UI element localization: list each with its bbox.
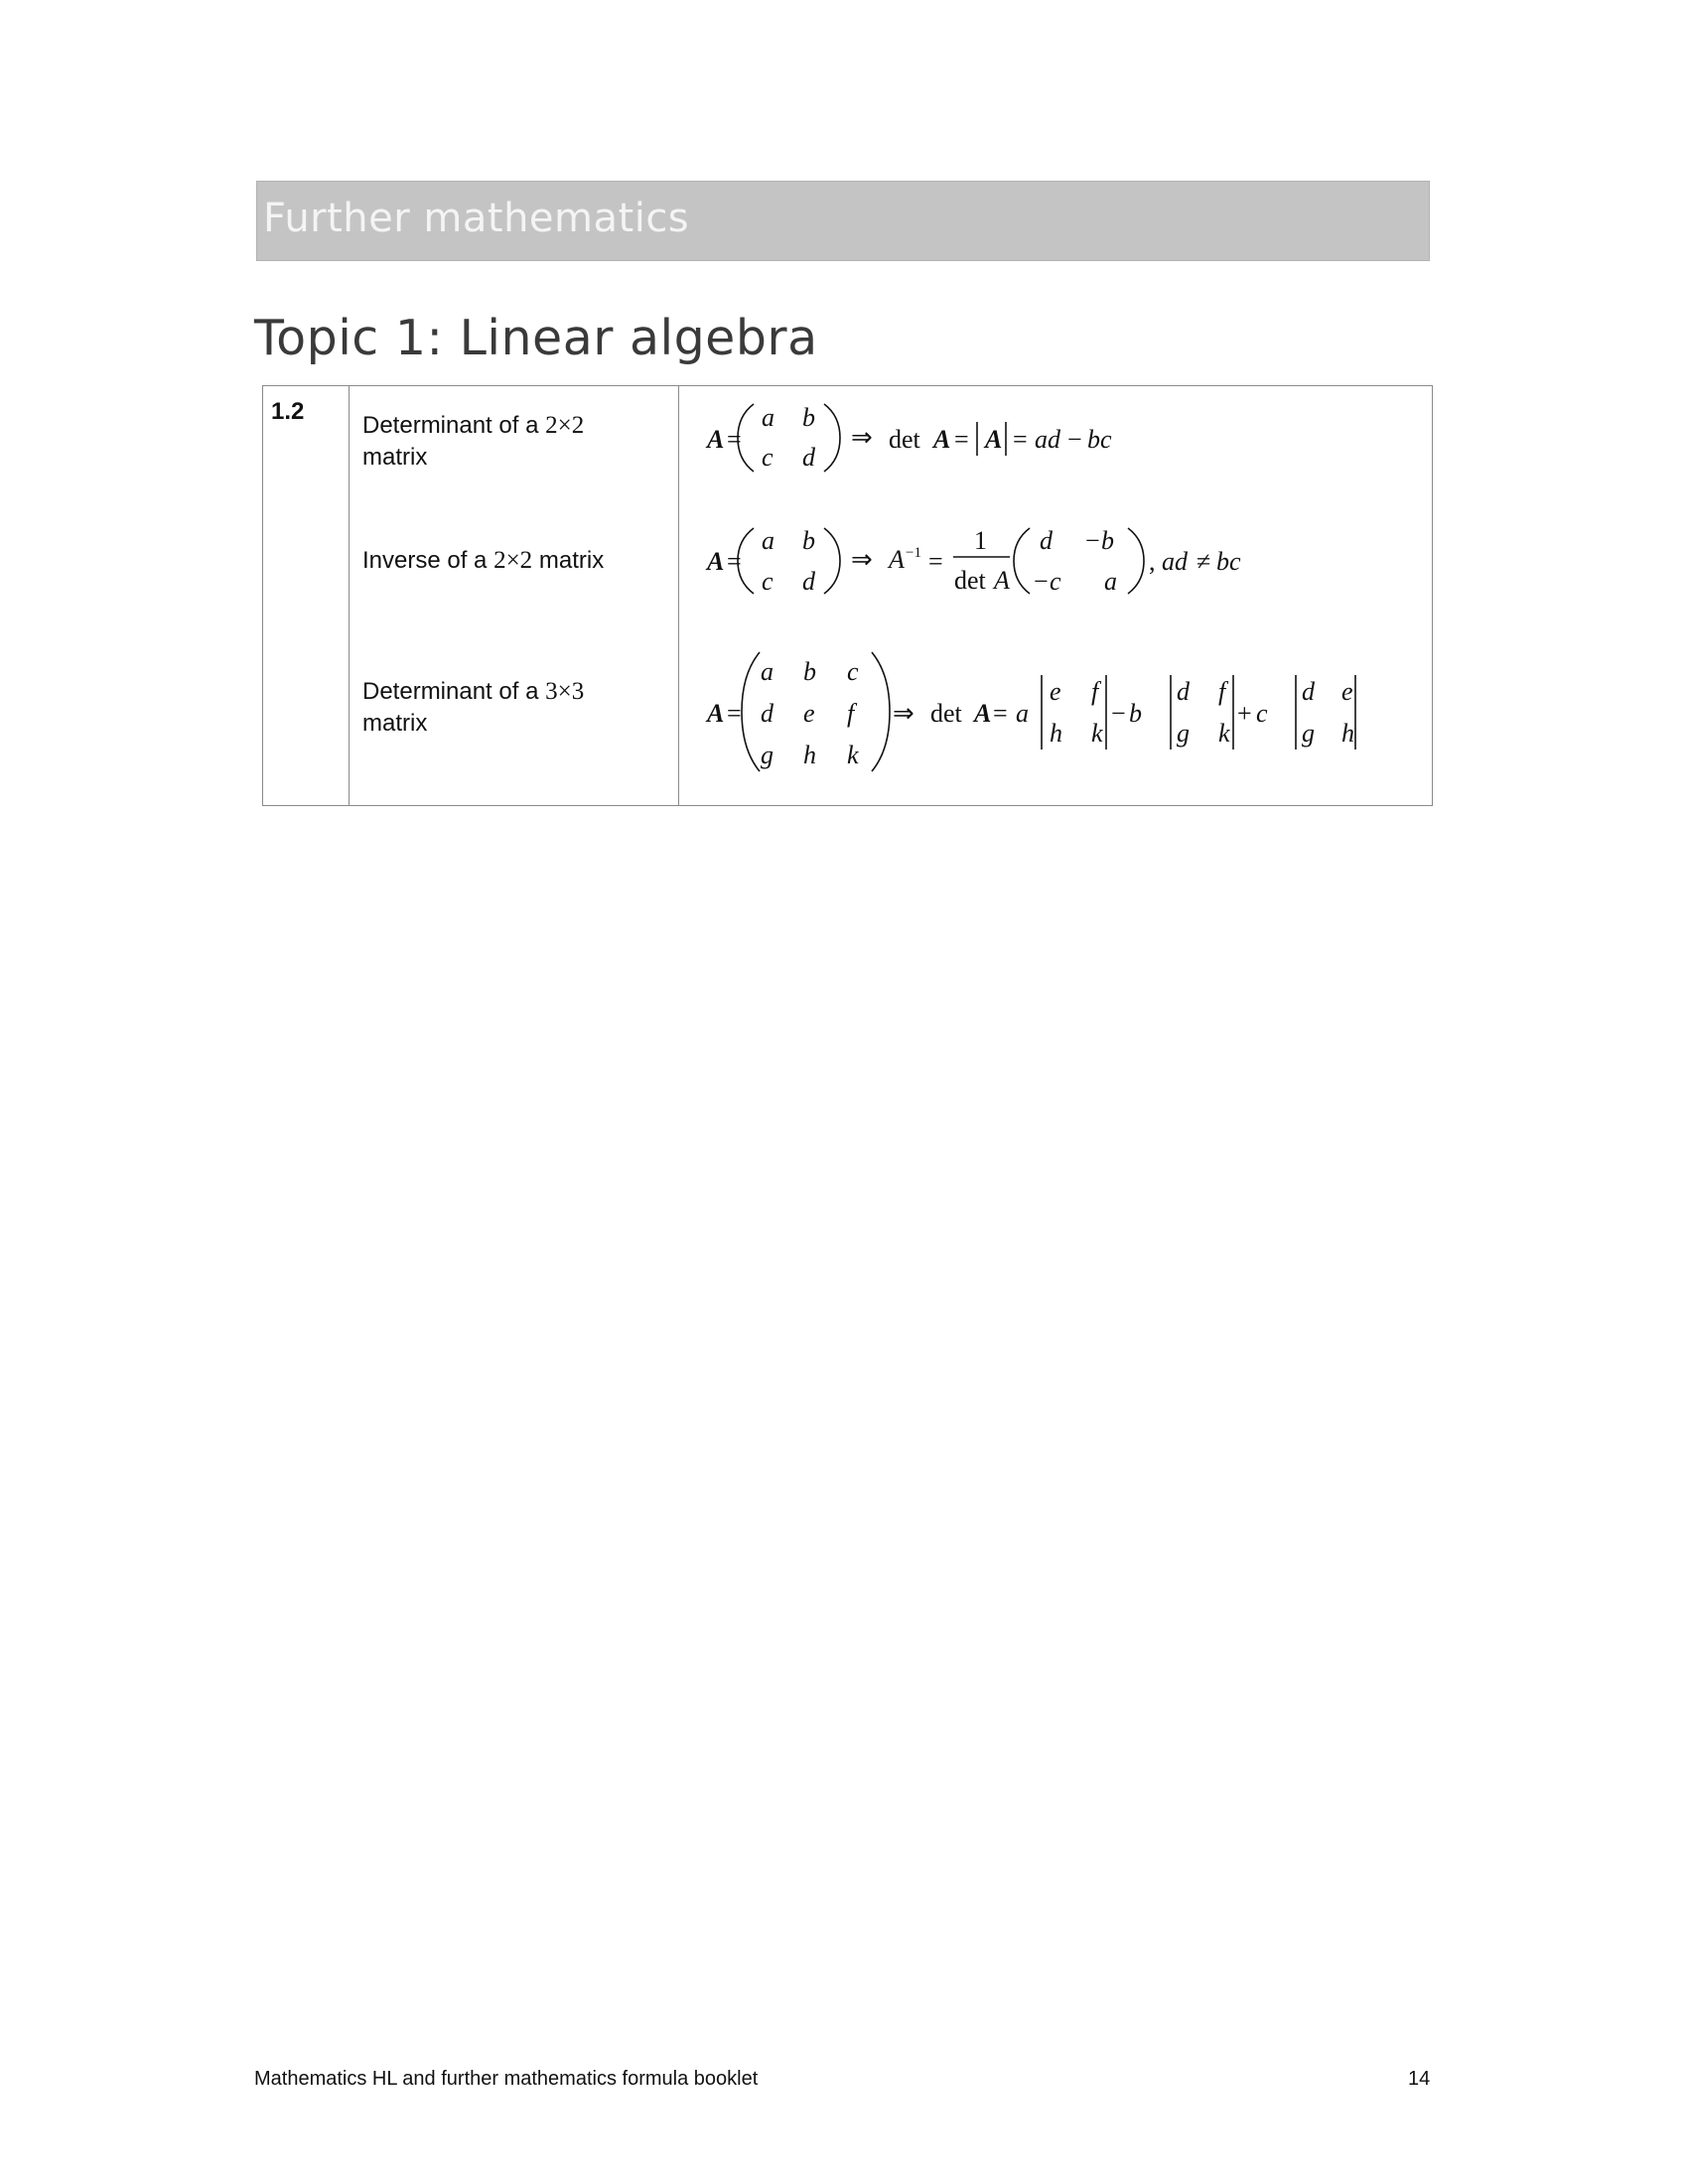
svg-text:c: c bbox=[1050, 567, 1061, 596]
svg-text:−1: −1 bbox=[906, 545, 921, 561]
svg-text:b: b bbox=[802, 403, 815, 432]
svg-text:det: det bbox=[930, 699, 962, 728]
svg-text:b: b bbox=[1129, 699, 1142, 728]
svg-text:a: a bbox=[761, 657, 774, 686]
svg-text:e: e bbox=[1050, 677, 1061, 706]
svg-text:⇒: ⇒ bbox=[851, 545, 873, 574]
svg-text:b: b bbox=[1101, 526, 1114, 555]
svg-text:k: k bbox=[847, 741, 859, 769]
svg-text:bc: bc bbox=[1087, 425, 1112, 454]
svg-text:A: A bbox=[707, 547, 725, 576]
svg-text:d: d bbox=[802, 443, 815, 472]
section-banner bbox=[256, 181, 1430, 261]
svg-text:bc: bc bbox=[1216, 547, 1241, 576]
label-math: 2×2 bbox=[545, 412, 585, 439]
svg-text:g: g bbox=[761, 741, 774, 769]
svg-text:d: d bbox=[1040, 526, 1053, 555]
svg-text:≠: ≠ bbox=[1196, 547, 1211, 576]
svg-text:c: c bbox=[762, 567, 774, 596]
svg-text:−: − bbox=[1085, 526, 1100, 555]
svg-text:d: d bbox=[802, 567, 815, 596]
svg-text:a: a bbox=[1016, 699, 1029, 728]
svg-text:g: g bbox=[1177, 719, 1190, 748]
svg-text:f: f bbox=[1218, 677, 1226, 706]
svg-text:A: A bbox=[974, 699, 992, 728]
svg-text:b: b bbox=[803, 657, 816, 686]
svg-text:=: = bbox=[727, 425, 742, 454]
svg-text:det: det bbox=[954, 566, 986, 595]
footer-booklet-title: Mathematics HL and further mathematics formula booklet bbox=[254, 2068, 759, 2090]
svg-text:,: , bbox=[1149, 547, 1156, 576]
svg-text:k: k bbox=[1218, 719, 1230, 748]
svg-text:e: e bbox=[1341, 677, 1353, 706]
svg-text:f: f bbox=[1091, 677, 1099, 706]
banner-title: Further mathematics bbox=[263, 196, 690, 241]
label-suffix: matrix bbox=[362, 444, 428, 471]
svg-text:h: h bbox=[1341, 719, 1354, 748]
formula-graphics bbox=[263, 386, 1434, 807]
svg-text:=: = bbox=[727, 547, 742, 576]
svg-text:ad: ad bbox=[1035, 425, 1060, 454]
svg-text:⇒: ⇒ bbox=[851, 423, 873, 452]
page-number: 14 bbox=[1408, 2068, 1431, 2090]
label-prefix: Determinant of a bbox=[362, 678, 539, 705]
label-math: 3×3 bbox=[545, 678, 585, 705]
svg-text:a: a bbox=[762, 403, 774, 432]
svg-text:ad: ad bbox=[1162, 547, 1188, 576]
svg-text:h: h bbox=[1050, 719, 1062, 748]
label-suffix: matrix bbox=[362, 710, 428, 737]
topic-title: Topic 1: Linear algebra bbox=[254, 310, 818, 366]
label-suffix: matrix bbox=[538, 547, 605, 574]
svg-text:A: A bbox=[707, 699, 725, 728]
svg-text:c: c bbox=[847, 657, 859, 686]
svg-text:f: f bbox=[847, 699, 855, 728]
svg-text:=: = bbox=[954, 425, 969, 454]
svg-text:=: = bbox=[1013, 425, 1028, 454]
svg-text:c: c bbox=[762, 443, 774, 472]
svg-text:a: a bbox=[1104, 567, 1117, 596]
formula-table bbox=[262, 385, 1433, 806]
svg-text:det: det bbox=[889, 425, 920, 454]
svg-text:e: e bbox=[803, 699, 815, 728]
svg-text:+: + bbox=[1237, 699, 1252, 728]
svg-text:=: = bbox=[928, 547, 943, 576]
label-prefix: Inverse of a bbox=[362, 547, 488, 574]
section-number: 1.2 bbox=[271, 398, 305, 425]
paren-right bbox=[824, 404, 840, 472]
svg-text:d: d bbox=[1302, 677, 1315, 706]
svg-text:−: − bbox=[1067, 425, 1082, 454]
svg-text:A: A bbox=[933, 425, 951, 454]
svg-text:A: A bbox=[985, 425, 1003, 454]
svg-text:=: = bbox=[727, 699, 742, 728]
svg-text:a: a bbox=[762, 526, 774, 555]
svg-text:b: b bbox=[802, 526, 815, 555]
svg-text:−: − bbox=[1111, 699, 1126, 728]
svg-text:A: A bbox=[707, 425, 725, 454]
svg-text:c: c bbox=[1256, 699, 1268, 728]
svg-text:k: k bbox=[1091, 719, 1103, 748]
svg-text:A: A bbox=[994, 566, 1010, 595]
label-prefix: Determinant of a bbox=[362, 412, 539, 439]
svg-text:−: − bbox=[1034, 567, 1049, 596]
svg-text:d: d bbox=[761, 699, 774, 728]
svg-text:⇒: ⇒ bbox=[893, 699, 914, 728]
svg-text:1: 1 bbox=[974, 526, 987, 555]
svg-text:A: A bbox=[889, 545, 905, 574]
label-math: 2×2 bbox=[493, 547, 533, 574]
svg-text:=: = bbox=[993, 699, 1008, 728]
svg-text:h: h bbox=[803, 741, 816, 769]
svg-text:d: d bbox=[1177, 677, 1190, 706]
svg-text:g: g bbox=[1302, 719, 1315, 748]
